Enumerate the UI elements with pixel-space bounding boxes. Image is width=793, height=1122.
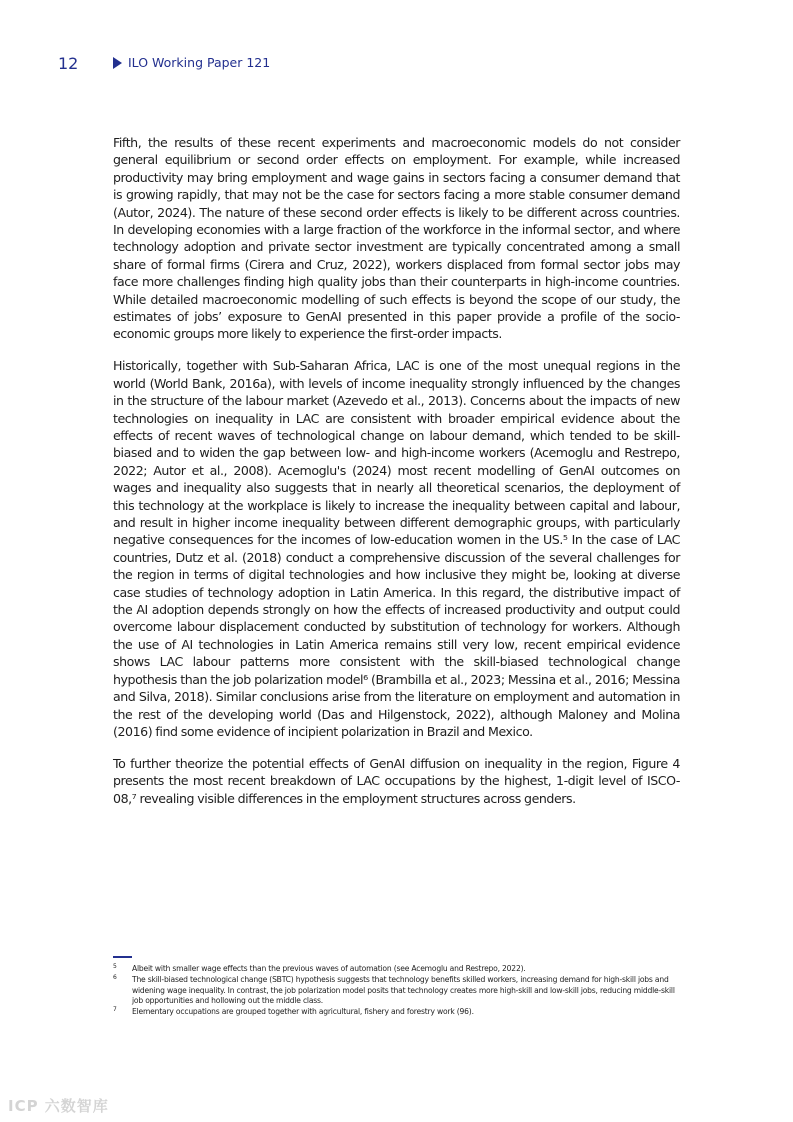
page-number: 12 — [58, 54, 79, 73]
footnote — [113, 964, 680, 975]
page-header — [58, 54, 753, 74]
paragraph: To further theorize the potential effects of GenAI diffusion on inequality in the region, Figure 4 presents the most recent breakdown of LAC occupations by the highest, 1-digit level of ISCO-08,⁷ revealing visible differences in the employment structures across genders. — [113, 755, 680, 806]
footnote-number: 5 — [113, 963, 117, 970]
paragraph: Fifth, the results of these recent experiments and macroeconomic models do not consider general equilibrium or second order effects on employment. For example, while increased productivity may bring employment and wage gains in sectors facing a consumer demand that is growing rapidly, that may not be the case for sectors facing a more stable consumer demand (Autor, 2024). The nature of these second order effects is likely to be different across countries. In developing economies with a large fraction of the workforce in the informal sector, and where technology adoption and private sector investment are typically concentrated among a small share of formal firms (Cirera and Cruz, 2022), workers displaced from formal sector jobs may face more challenges finding high quality jobs than their counterparts in high-income countries. While detailed macroeconomic modelling of such effects is beyond the scope of our study, the estimates of jobs’ exposure to GenAI presented in this paper provide a profile of the socio-economic groups more likely to experience the first-order impacts. — [113, 135, 680, 342]
footnote-number: 7 — [113, 1006, 117, 1014]
running-title: ILO Working Paper 121 — [128, 55, 271, 70]
footnote — [113, 975, 680, 1007]
body-text — [113, 134, 680, 822]
footnote-number: 6 — [113, 974, 117, 982]
watermark: ICP 六数智库 — [8, 1097, 109, 1115]
footnote-text: The skill-biased technological change (SBTC) hypothesis suggests that technology benefits skilled workers, increasing demand for high-skill jobs and widening wage inequality. In contrast, the job polarization model posits that technology creates more high-skill and low-skill jobs, reducing middle-skill job opportunities and hollowing out the middle class. — [132, 975, 675, 1006]
paragraph: Historically, together with Sub-Saharan Africa, LAC is one of the most unequal regions in the world (World Bank, 2016a), with levels of income inequality strongly influenced by the changes in the structure of the labour market (Azevedo et al., 2013). Concerns about the impacts of new technologies on inequality in LAC are consistent with broader empirical evidence about the effects of recent waves of technological change on labour demand, which tended to be skill-biased and to widen the gap between low- and high-income workers (Acemoglu and Restrepo, 2022; Autor et al., 2008). Acemoglu's (2024) most recent modelling of GenAI outcomes on wages and inequality also suggests that in nearly all theoretical scenarios, the deployment of this technology at the workplace is likely to increase the inequality between capital and labour, and result in higher income inequality between different demographic groups, with particularly negative consequences for the incomes of low-education women in the US.⁵ In the case of LAC countries, Dutz et al. (2018) conduct a comprehensive discussion of the several challenges for the region in terms of digital technologies and how inclusive they might be, looking at diverse case studies of technology adoption in Latin America. In this regard, the distributive impact of the AI adoption depends strongly on how the effects of increased productivity and output could overcome labour displacement conducted by substitution of technology for workers. Although the use of AI technologies in Latin America remains still very low, recent empirical evidence shows LAC labour patterns more consistent with the skill-biased technological change hypothesis than the job polarization model⁶ (Brambilla et al., 2023; Messina et al., 2016; Messina and Silva, 2018). Similar conclusions arise from the literature on employment and automation in the rest of the developing world (Das and Hilgenstock, 2022), although Maloney and Molina (2016) find some evidence of incipient polarization in Brazil and Mexico. — [113, 358, 680, 739]
footnote-text: Elementary occupations are grouped together with agricultural, fishery and forestry work (96). — [132, 1007, 474, 1017]
footnotes — [113, 956, 680, 1018]
footnote — [113, 1007, 680, 1018]
triangle-arrow-icon — [113, 57, 122, 69]
footnote-divider — [113, 956, 132, 958]
footnote-text: Albeit with smaller wage effects than the previous waves of automation (see Acemoglu and Restrepo, 2022). — [132, 964, 526, 973]
